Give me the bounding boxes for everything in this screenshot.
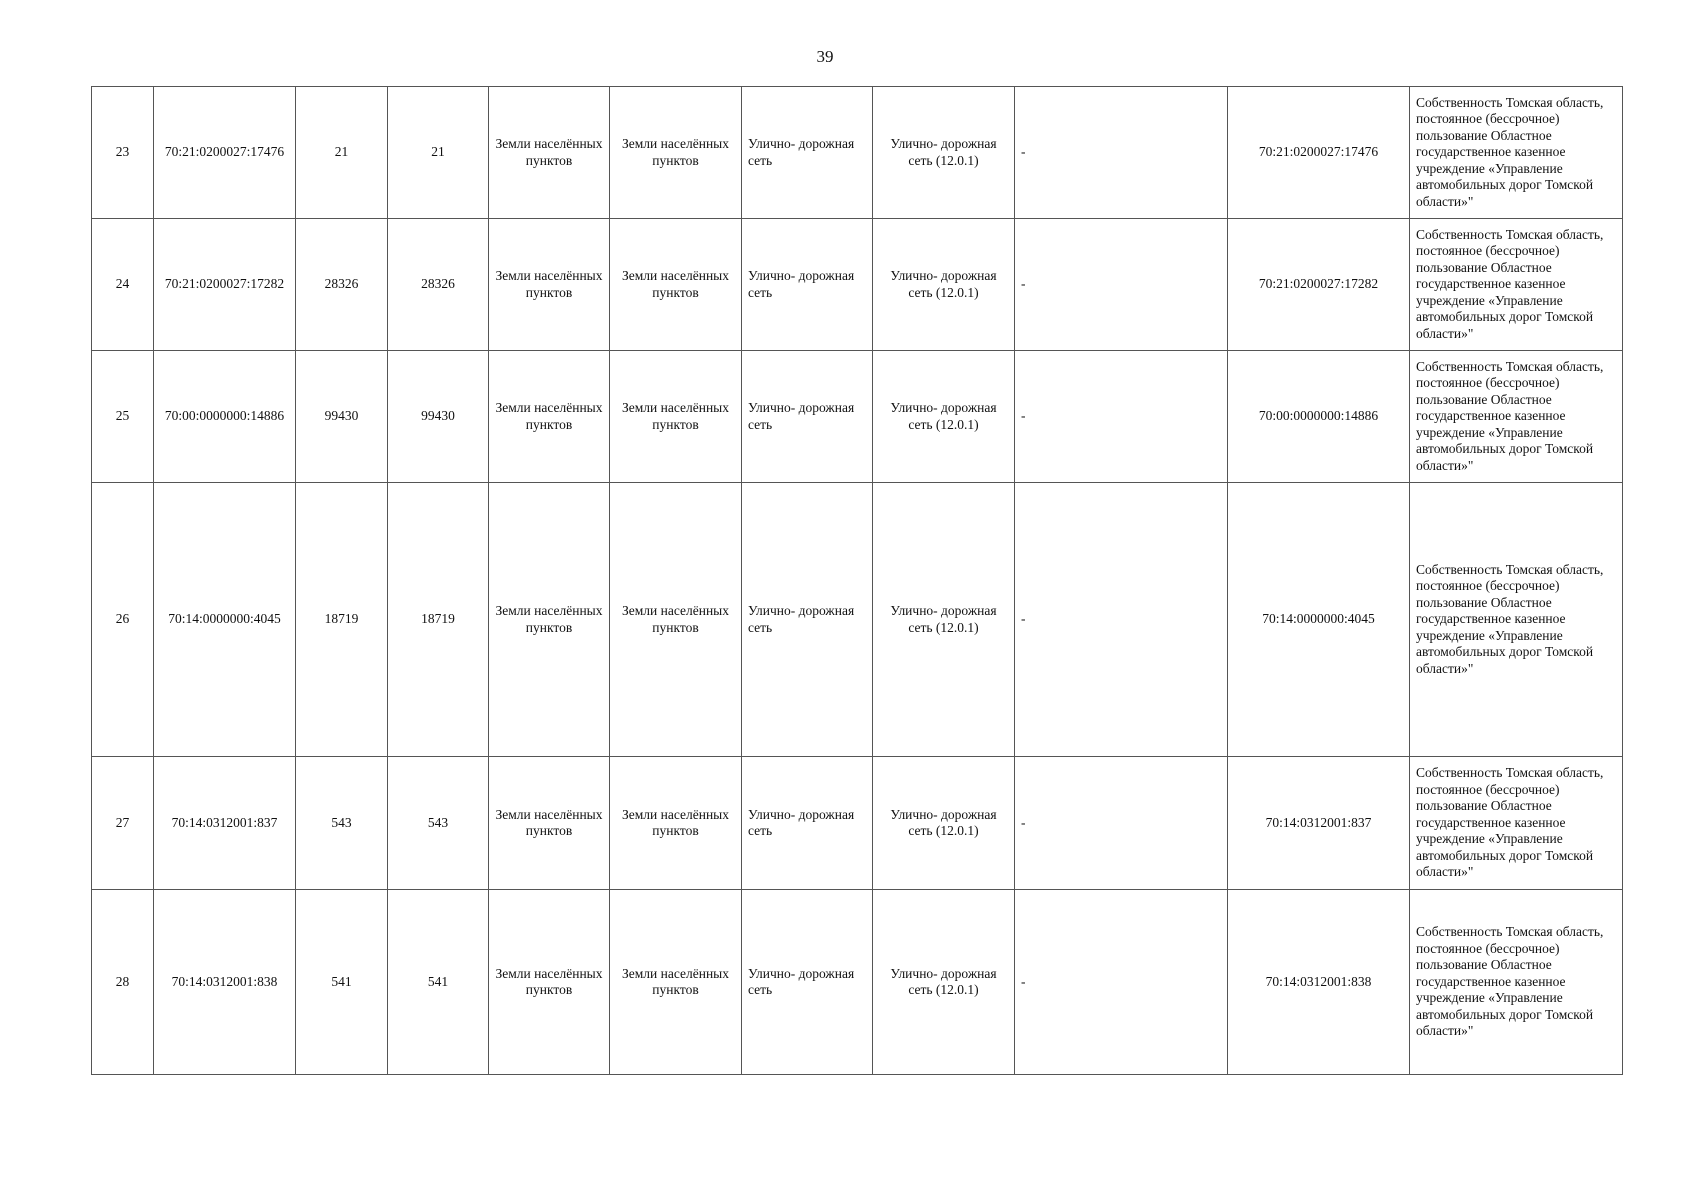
table-row — [92, 351, 1623, 483]
area-value: 18719 — [388, 483, 489, 757]
land-category: Земли населённых пунктов — [489, 890, 610, 1075]
permitted-use: Улично- дорожная сеть — [742, 890, 873, 1075]
row-number: 24 — [92, 219, 154, 351]
rights-holder: Собственность Томская область, постоянное (бессрочное) пользование Областное государственное казенное учреждение «Управление автомобильных дорог Томской области»" — [1410, 483, 1623, 757]
permitted-use-code: Улично- дорожная сеть (12.0.1) — [873, 87, 1015, 219]
land-category: Земли населённых пунктов — [489, 483, 610, 757]
permitted-use: Улично- дорожная сеть — [742, 219, 873, 351]
page-number: 39 — [816, 47, 834, 66]
land-category: Земли населённых пунктов — [610, 890, 742, 1075]
land-category: Земли населённых пунктов — [610, 483, 742, 757]
land-category: Земли населённых пунктов — [610, 87, 742, 219]
permitted-use-code: Улично- дорожная сеть (12.0.1) — [873, 890, 1015, 1075]
row-number: 28 — [92, 890, 154, 1075]
rights-holder: Собственность Томская область, постоянное (бессрочное) пользование Областное государственное казенное учреждение «Управление автомобильных дорог Томской области»" — [1410, 351, 1623, 483]
area-value: 99430 — [296, 351, 388, 483]
table-row — [92, 890, 1623, 1075]
row-number: 26 — [92, 483, 154, 757]
land-category: Земли населённых пунктов — [610, 351, 742, 483]
dash-cell: - — [1015, 219, 1228, 351]
rights-holder: Собственность Томская область, постоянное (бессрочное) пользование Областное государственное казенное учреждение «Управление автомобильных дорог Томской области»" — [1410, 890, 1623, 1075]
permitted-use-code: Улично- дорожная сеть (12.0.1) — [873, 219, 1015, 351]
permitted-use: Улично- дорожная сеть — [742, 483, 873, 757]
area-value: 541 — [296, 890, 388, 1075]
permitted-use: Улично- дорожная сеть — [742, 351, 873, 483]
permitted-use-code: Улично- дорожная сеть (12.0.1) — [873, 757, 1015, 890]
table-row — [92, 87, 1623, 219]
cadastral-number: 70:00:0000000:14886 — [154, 351, 296, 483]
permitted-use: Улично- дорожная сеть — [742, 87, 873, 219]
land-category: Земли населённых пунктов — [489, 757, 610, 890]
dash-cell: - — [1015, 483, 1228, 757]
cadastral-number: 70:14:0312001:837 — [154, 757, 296, 890]
cadastral-number: 70:14:0312001:838 — [154, 890, 296, 1075]
rights-holder: Собственность Томская область, постоянное (бессрочное) пользование Областное государственное казенное учреждение «Управление автомобильных дорог Томской области»" — [1410, 219, 1623, 351]
dash-cell: - — [1015, 890, 1228, 1075]
table-row — [92, 483, 1623, 757]
area-value: 21 — [296, 87, 388, 219]
permitted-use: Улично- дорожная сеть — [742, 757, 873, 890]
cadastral-number: 70:14:0000000:4045 — [154, 483, 296, 757]
table-row — [92, 757, 1623, 890]
row-number: 25 — [92, 351, 154, 483]
cadastral-number: 70:21:0200027:17476 — [1228, 87, 1410, 219]
rights-holder: Собственность Томская область, постоянное (бессрочное) пользование Областное государственное казенное учреждение «Управление автомобильных дорог Томской области»" — [1410, 757, 1623, 890]
dash-cell: - — [1015, 351, 1228, 483]
land-category: Земли населённых пунктов — [489, 219, 610, 351]
area-value: 541 — [388, 890, 489, 1075]
cadastral-number: 70:14:0000000:4045 — [1228, 483, 1410, 757]
cadastral-number: 70:21:0200027:17282 — [154, 219, 296, 351]
land-category: Земли населённых пунктов — [489, 351, 610, 483]
area-value: 28326 — [388, 219, 489, 351]
area-value: 543 — [388, 757, 489, 890]
area-value: 543 — [296, 757, 388, 890]
cadastral-number: 70:21:0200027:17476 — [154, 87, 296, 219]
land-plots-table — [91, 86, 1623, 1075]
area-value: 28326 — [296, 219, 388, 351]
row-number: 27 — [92, 757, 154, 890]
land-category: Земли населённых пунктов — [610, 757, 742, 890]
row-number: 23 — [92, 87, 154, 219]
cadastral-number: 70:21:0200027:17282 — [1228, 219, 1410, 351]
area-value: 21 — [388, 87, 489, 219]
land-category: Земли населённых пунктов — [610, 219, 742, 351]
land-category: Земли населённых пунктов — [489, 87, 610, 219]
permitted-use-code: Улично- дорожная сеть (12.0.1) — [873, 351, 1015, 483]
table-row — [92, 219, 1623, 351]
dash-cell: - — [1015, 87, 1228, 219]
dash-cell: - — [1015, 757, 1228, 890]
cadastral-number: 70:14:0312001:838 — [1228, 890, 1410, 1075]
cadastral-number: 70:00:0000000:14886 — [1228, 351, 1410, 483]
permitted-use-code: Улично- дорожная сеть (12.0.1) — [873, 483, 1015, 757]
area-value: 99430 — [388, 351, 489, 483]
cadastral-number: 70:14:0312001:837 — [1228, 757, 1410, 890]
area-value: 18719 — [296, 483, 388, 757]
rights-holder: Собственность Томская область, постоянное (бессрочное) пользование Областное государственное казенное учреждение «Управление автомобильных дорог Томской области»" — [1410, 87, 1623, 219]
